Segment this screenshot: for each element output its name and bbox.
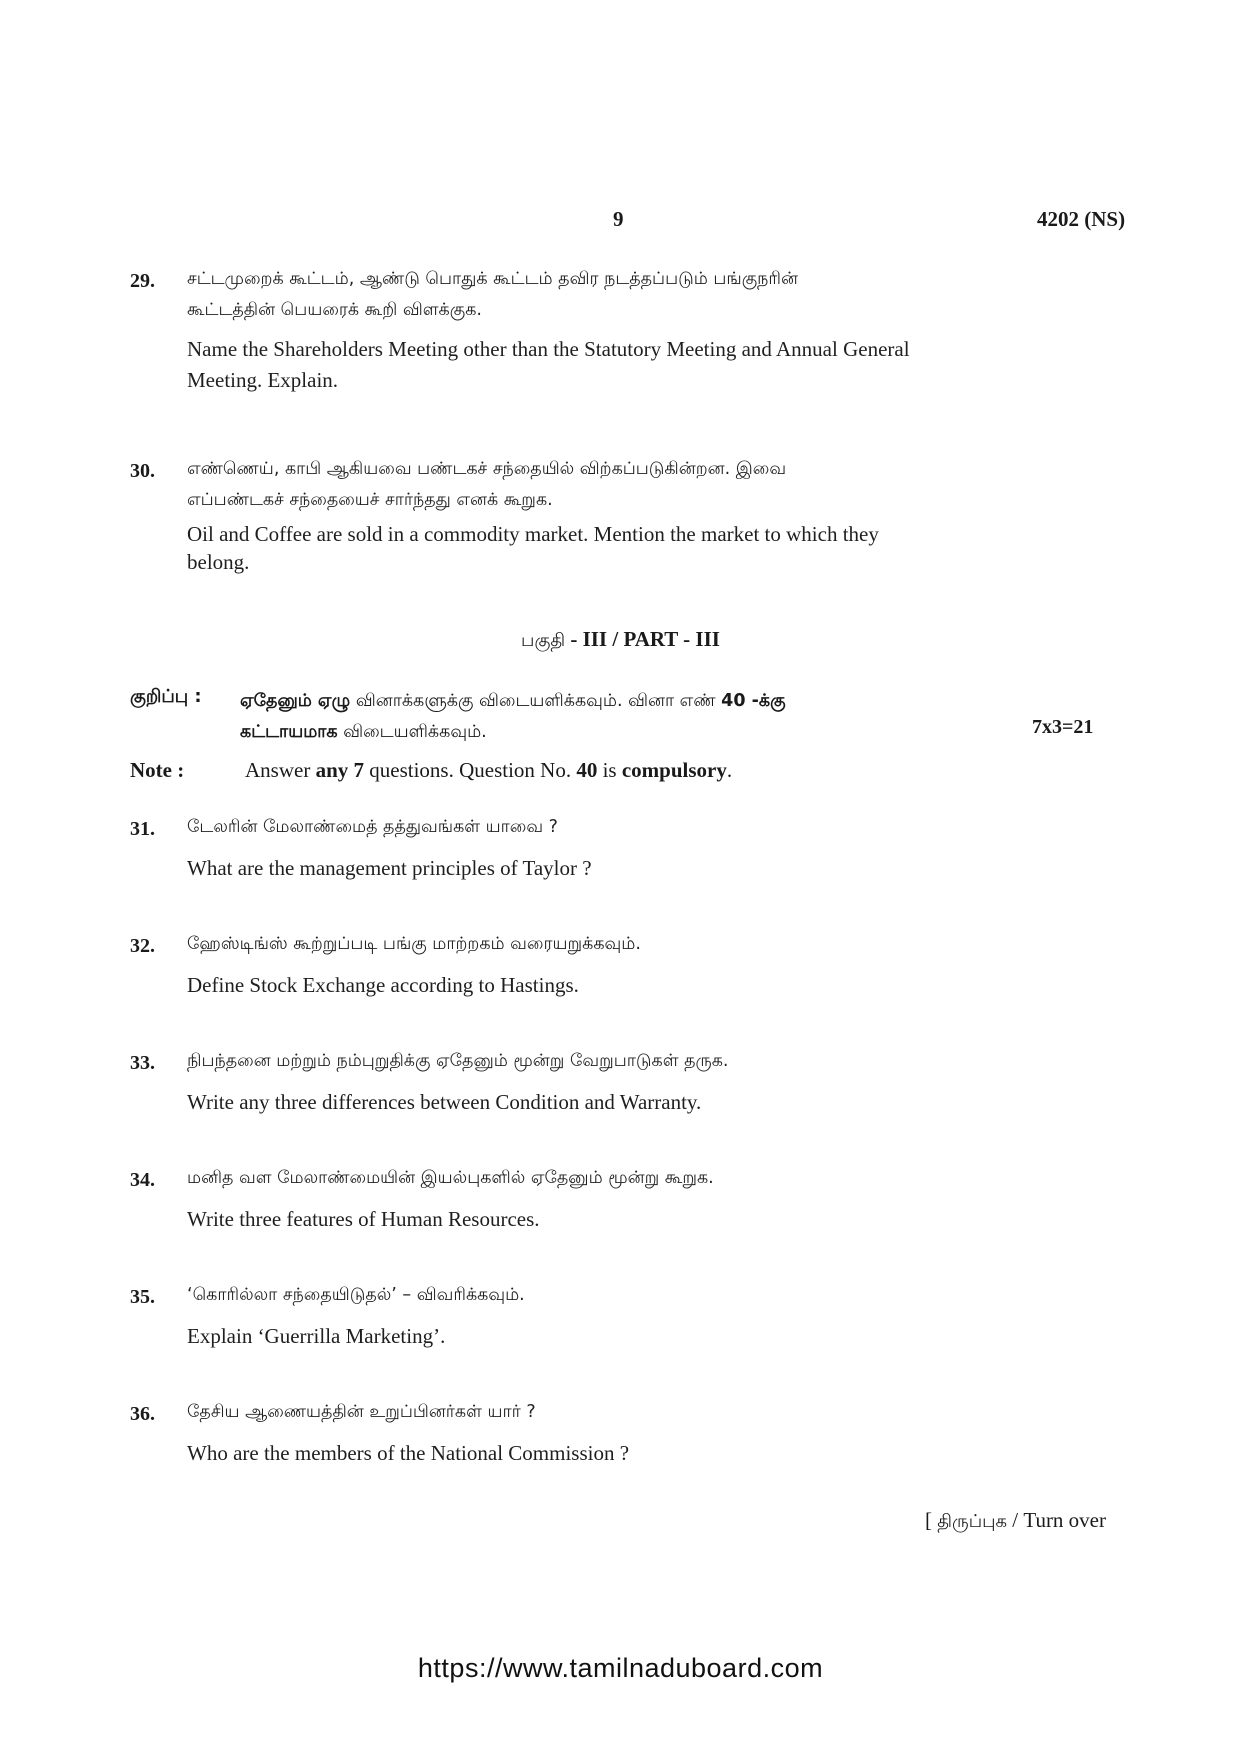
note-tamil-regular: வினாக்களுக்கு விடையளிக்கவும். வினா எண் bbox=[350, 691, 722, 711]
turn-over-tamil: திருப்புக bbox=[937, 1511, 1008, 1532]
question-tamil-line: கூட்டத்தின் பெயரைக் கூறி விளக்குக. bbox=[187, 300, 482, 320]
question-tamil-line: டேலரின் மேலாண்மைத் தத்துவங்கள் யாவை ? bbox=[187, 817, 558, 837]
question-english-line: Write any three differences between Condition and Warranty. bbox=[187, 1090, 702, 1114]
question-english-line: Define Stock Exchange according to Hastings. bbox=[187, 973, 579, 997]
paper-code: 4202 (NS) bbox=[1037, 207, 1126, 231]
question-tamil-line: எண்ணெய், காபி ஆகியவை பண்டகச் சந்தையில் விற்கப்படுகின்றன. இவை bbox=[187, 459, 787, 479]
note-english-label: Note : bbox=[130, 758, 185, 782]
note-english-text: Answer any 7 questions. Question No. 40 is compulsory. bbox=[245, 758, 733, 782]
question-tamil-line: சட்டமுறைக் கூட்டம், ஆண்டு பொதுக் கூட்டம் தவிர நடத்தப்படும் பங்குநரின் bbox=[187, 269, 798, 289]
question-english-line: Meeting. Explain. bbox=[187, 368, 339, 392]
note-tamil-regular: விடையளிக்கவும். bbox=[337, 722, 487, 742]
turn-over-english: / Turn over bbox=[1007, 1508, 1106, 1532]
question-number: 36. bbox=[130, 1403, 155, 1425]
question-english-line: What are the management principles of Taylor ? bbox=[187, 856, 592, 880]
page-number: 9 bbox=[613, 207, 624, 231]
part-heading-label: - III / PART - III bbox=[565, 627, 720, 651]
question-english-line: Name the Shareholders Meeting other than the Statutory Meeting and Annual General bbox=[187, 337, 910, 361]
question-number: 30. bbox=[130, 460, 155, 482]
marks-allocation: 7x3=21 bbox=[1032, 716, 1094, 738]
question-english-line: Explain ‘Guerrilla Marketing’. bbox=[187, 1324, 446, 1348]
question-english-line: Write three features of Human Resources. bbox=[187, 1207, 540, 1231]
question-tamil-line: நிபந்தனை மற்றும் நம்புறுதிக்கு ஏதேனும் மூன்று வேறுபாடுகள் தருக. bbox=[187, 1051, 729, 1071]
question-number: 29. bbox=[130, 270, 155, 292]
question-english-line: Who are the members of the National Commission ? bbox=[187, 1441, 630, 1465]
question-english-line: Oil and Coffee are sold in a commodity market. Mention the market to which they bbox=[187, 522, 879, 546]
part-heading bbox=[0, 627, 1241, 653]
question-tamil-line: எப்பண்டகச் சந்தையைச் சார்ந்தது எனக் கூறுக. bbox=[187, 490, 553, 510]
question-number: 32. bbox=[130, 935, 155, 957]
note-tamil-label: குறிப்பு : bbox=[130, 686, 202, 707]
note-tamil-bold: கட்டாயமாக bbox=[240, 722, 338, 742]
question-number: 31. bbox=[130, 818, 155, 840]
part-heading-tamil: பகுதி bbox=[521, 630, 566, 651]
question-number: 33. bbox=[130, 1052, 155, 1074]
turn-over-note: [ திருப்புக / Turn over bbox=[925, 1508, 1106, 1532]
note-tamil-text bbox=[240, 686, 1070, 748]
footer-url: https://www.tamilnaduboard.com bbox=[417, 1653, 824, 1683]
question-tamil-line: தேசிய ஆணையத்தின் உறுப்பினர்கள் யார் ? bbox=[187, 1402, 536, 1422]
question-tamil-line: ‘கொரில்லா சந்தையிடுதல்’ – விவரிக்கவும். bbox=[187, 1285, 525, 1305]
question-number: 35. bbox=[130, 1286, 155, 1308]
question-tamil-line: மனித வள மேலாண்மையின் இயல்புகளில் ஏதேனும் மூன்று கூறுக. bbox=[187, 1168, 714, 1188]
note-tamil-bold: ஏதேனும் ஏழு bbox=[240, 691, 351, 711]
question-english-line: belong. bbox=[187, 550, 250, 574]
question-tamil-line: ஹேஸ்டிங்ஸ் கூற்றுப்படி பங்கு மாற்றகம் வரையறுக்கவும். bbox=[187, 934, 641, 954]
note-tamil-bold: 40 -க்கு bbox=[721, 691, 786, 711]
question-number: 34. bbox=[130, 1169, 155, 1191]
